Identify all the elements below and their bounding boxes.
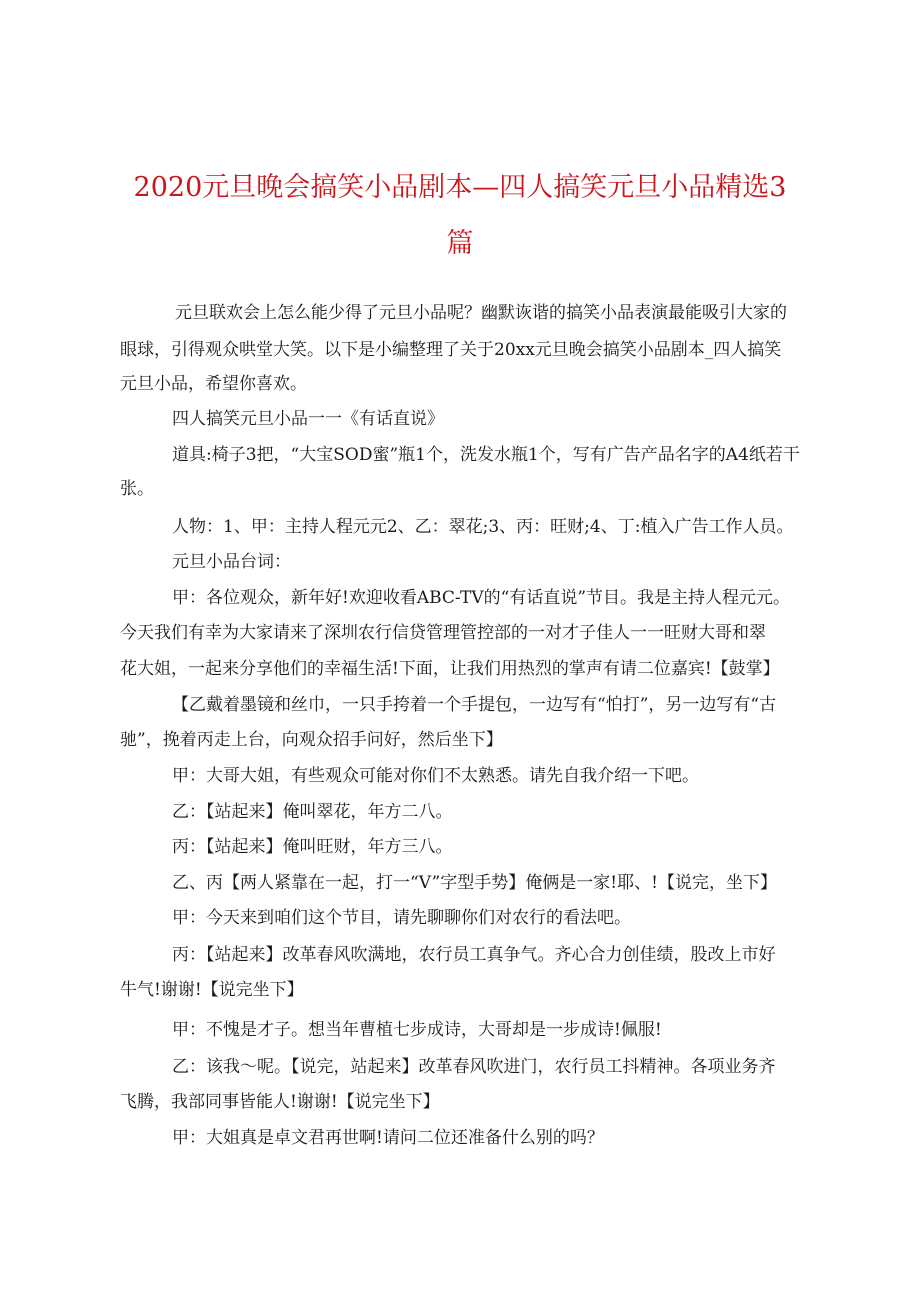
paragraph-line: 道具:椅子3把，“大宝SOD蜜”瓶1个，洗发水瓶1个，写有广告产品名字的A4纸若干 — [172, 445, 800, 465]
section-heading: 四人搞笑元旦小品一一《有话直说》 — [172, 409, 444, 429]
dialogue-line: 飞腾，我部同事皆能人!谢谢!【说完坐下】 — [120, 1092, 440, 1112]
stage-direction: 【乙戴着墨镜和丝巾，一只手挎着一个手提包，一边写有“怕打”，另一边写有“古 — [172, 695, 777, 715]
paragraph-line: 张。 — [120, 479, 154, 499]
dialogue-line: 甲：今天来到咱们这个节目，请先聊聊你们对农行的看法吧。 — [172, 908, 631, 928]
paragraph-line: 眼球，引得观众哄堂大笑。以下是小编整理了关于20xx元旦晚会搞笑小品剧本_四人搞笑 — [120, 340, 782, 360]
paragraph-line: 元旦联欢会上怎么能少得了元旦小品呢？幽默诙谐的搞笑小品表演最能吸引大家的 — [175, 303, 787, 323]
dialogue-line: 甲：大姐真是卓文君再世啊!请问二位还准备什么别的吗？ — [172, 1128, 604, 1148]
stage-direction: 驰”，挽着丙走上台，向观众招手问好，然后坐下】 — [120, 730, 503, 750]
paragraph-line: 人物：1、甲：主持人程元元2、乙：翠花;3、丙：旺财;4、丁:植入广告工作人员。 — [172, 517, 794, 537]
dialogue-line: 丙：【站起来】改革春风吹满地，农行员工真争气。齐心合力创佳绩，股改上市好 — [172, 945, 776, 965]
paragraph-line: 元旦小品台词： — [172, 552, 291, 572]
title-line-1: 2020元旦晚会搞笑小品剧本—四人搞笑元旦小品精选3 — [133, 172, 787, 203]
dialogue-line: 花大姐，一起来分享他们的幸福生活!下面，让我们用热烈的掌声有请二位嘉宾!【鼓掌】 — [120, 659, 780, 679]
dialogue-line: 甲：不愧是才子。想当年曹植七步成诗，大哥却是一步成诗!佩服! — [172, 1020, 662, 1040]
dialogue-line: 甲：大哥大姐，有些观众可能对你们不太熟悉。请先自我介绍一下吧。 — [172, 766, 699, 786]
dialogue-line: 今天我们有幸为大家请来了深圳农行信贷管理管控部的一对才子佳人一一旺财大哥和翠 — [120, 623, 766, 643]
dialogue-line: 乙、丙【两人紧靠在一起，打一“V”字型手势】俺俩是一家!耶、!【说完，坐下】 — [172, 873, 777, 893]
dialogue-line: 牛气!谢谢!【说完坐下】 — [120, 980, 304, 1000]
dialogue-line: 乙：【站起来】俺叫翠花，年方二八。 — [172, 802, 453, 822]
title-line-2: 篇 — [446, 228, 474, 259]
dialogue-line: 丙：【站起来】俺叫旺财，年方三八。 — [172, 837, 453, 857]
dialogue-line: 乙：该我～呢。【说完，站起来】改革春风吹进门，农行员工抖精神。各项业务齐 — [172, 1057, 776, 1077]
document-title — [120, 160, 800, 272]
dialogue-line: 甲：各位观众，新年好!欢迎收看ABC-TV的“有话直说”节目。我是主持人程元元。 — [172, 588, 791, 608]
paragraph-line: 元旦小品，希望你喜欢。 — [120, 374, 307, 394]
